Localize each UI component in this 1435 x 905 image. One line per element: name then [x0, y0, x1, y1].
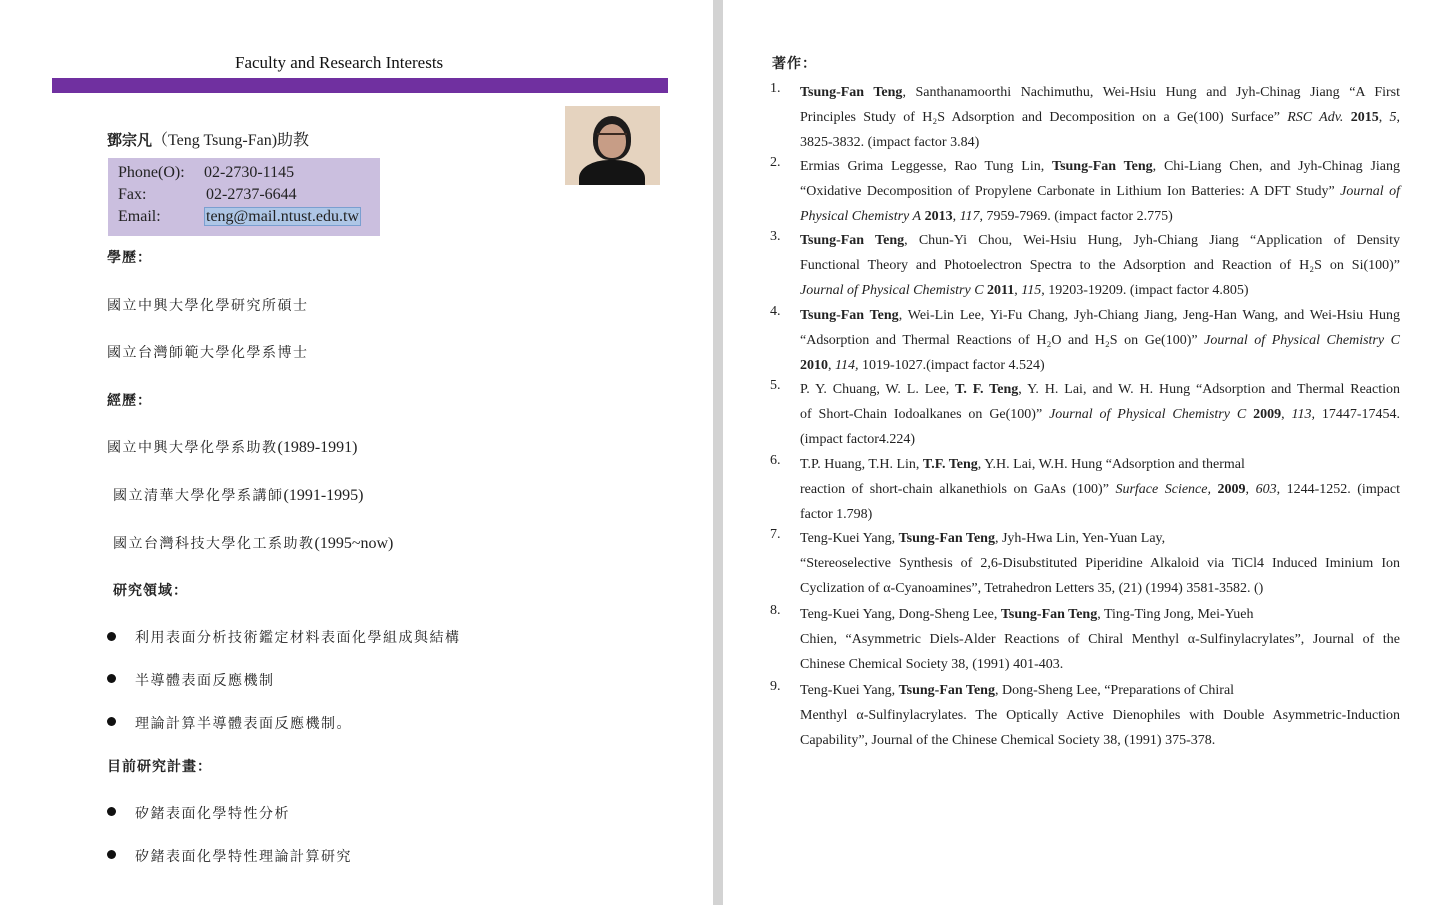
page-gutter [713, 0, 723, 905]
publication-number: 8. [770, 603, 781, 618]
citation-line: “Stereoselective Synthesis of 2,6-Disubstituted Piperidine Alkaloid via TiCl4 Induced Iminium Ion [800, 555, 1400, 571]
publication-citation [800, 378, 1400, 452]
name-latin: （Teng Tsung-Fan)助教 [152, 132, 310, 149]
publication-citation [800, 679, 1400, 753]
name-cjk: 鄧宗凡 [107, 131, 153, 149]
left-document-page [0, 0, 713, 905]
citation-line: Ermias Grima Leggesse, Rao Tung Lin, Tsung-Fan Teng, Chi-Liang Chen, and Jyh-Chinag Jiang [800, 159, 1400, 174]
citation-line: of Short-Chain Iodoalkanes on Ge(100)” Journal of Physical Chemistry C 2009, 113, 17447-17454. [800, 406, 1401, 422]
phone-label: Phone(O): [118, 164, 185, 181]
citation-line: “Oxidative Decomposition of Propylene Carbonate in Lithium Ion Batteries: A DFT Study” Journal of [800, 183, 1400, 199]
citation-line: Principles Study of H₂S Adsorption and Decomposition on a Ge(100) Surface” RSC Adv. 2015, 5, [800, 109, 1401, 125]
citation-line: Functional Theory and Photoelectron Spectra to the Adsorption and Reaction of H₂S on Si(100)” [800, 257, 1400, 273]
publication-number: 5. [770, 378, 781, 393]
publication-number: 3. [770, 229, 781, 244]
phone-value: 02-2730-1145 [204, 164, 295, 181]
citation-line: Teng-Kuei Yang, Tsung-Fan Teng, Jyh-Hwa Lin, Yen-Yuan Lay, [800, 531, 1166, 546]
publication-number: 4. [770, 304, 781, 319]
experience-org: 國立台灣科技大學化工系助教 [113, 536, 315, 552]
publication-number: 9. [770, 679, 781, 694]
research-item: 利用表面分析技術鑑定材料表面化學組成與結構 [135, 630, 461, 646]
publication-citation [800, 453, 1400, 527]
citation-line: Tsung-Fan Teng, Wei-Lin Lee, Yi-Fu Chang, Jyh-Chiang Jiang, Jeng-Han Wang, and Wei-Hsiu Hung [800, 308, 1400, 323]
bullet-icon [107, 674, 116, 683]
experience-org: 國立清華大學化學系講師 [113, 488, 284, 504]
right-document-page [723, 0, 1435, 905]
projects-heading: 目前研究計畫： [107, 759, 212, 775]
experience-years: (1991-1995) [283, 487, 364, 504]
citation-line: Cyclization of α-Cyanoamines”, Tetrahedron Letters 35, (21) (1994) 3581-3582. () [800, 580, 1264, 596]
fax-row [118, 186, 297, 204]
education-item: 國立台灣師範大學化學系博士 [107, 345, 309, 361]
research-item: 理論計算半導體表面反應機制。 [135, 716, 352, 732]
publication-citation [800, 304, 1400, 378]
citation-line: Tsung-Fan Teng, Chun-Yi Chou, Wei-Hsiu Hung, Jyh-Chiang Jiang “Application of Density [800, 233, 1401, 248]
citation-line: 3825-3832. (impact factor 3.84) [800, 134, 980, 150]
publication-number: 2. [770, 155, 781, 170]
citation-line: Teng-Kuei Yang, Tsung-Fan Teng, Dong-Sheng Lee, “Preparations of Chiral [800, 683, 1235, 698]
bullet-icon [107, 850, 116, 859]
publication-citation [800, 603, 1400, 677]
publication-citation [800, 81, 1400, 155]
fax-label: Fax: [118, 186, 147, 203]
experience-item [107, 437, 357, 457]
bullet-icon [107, 717, 116, 726]
citation-line: (impact factor4.224) [800, 431, 916, 447]
project-item: 矽鍺表面化學特性理論計算研究 [135, 849, 352, 865]
publications-heading: 著作： [772, 56, 817, 72]
email-label: Email: [118, 208, 161, 225]
citation-line: factor 1.798) [800, 506, 873, 522]
email-row [118, 208, 361, 226]
citation-line: Chinese Chemical Society 38, (1991) 401-403. [800, 656, 1064, 672]
project-item: 矽鍺表面化學特性分析 [135, 806, 290, 822]
experience-item [113, 533, 393, 553]
publication-citation [800, 527, 1400, 601]
citation-line: Menthyl α-Sulfinylacrylates. The Optically Active Dienophiles with Double Asymmetric-Induction [800, 707, 1400, 723]
bullet-icon [107, 807, 116, 816]
publication-citation [800, 229, 1400, 303]
profile-photo [565, 106, 660, 185]
faculty-name [107, 127, 309, 150]
citation-line: reaction of short-chain alkanethiols on GaAs (100)” Surface Science, 2009, 603, 1244-1252. (impact [800, 481, 1401, 497]
experience-heading: 經歷： [107, 393, 152, 409]
citation-line: T.P. Huang, T.H. Lin, T.F. Teng, Y.H. Lai, W.H. Hung “Adsorption and thermal [800, 457, 1245, 472]
contact-box [108, 158, 380, 236]
phone-row [118, 164, 294, 182]
publication-number: 6. [770, 453, 781, 468]
experience-years: (1995~now) [314, 535, 394, 552]
bullet-icon [107, 632, 116, 641]
research-heading: 研究領域： [113, 583, 188, 599]
header-accent-bar [52, 78, 668, 93]
experience-item [113, 485, 363, 505]
page-header-title: Faculty and Research Interests [235, 53, 444, 72]
citation-line: 2010, 114, 1019-1027.(impact factor 4.524) [800, 357, 1045, 373]
publication-citation [800, 155, 1400, 229]
citation-line: “Adsorption and Thermal Reactions of H₂O and H₂S on Ge(100)” Journal of Physical Chemistry C [800, 332, 1401, 348]
citation-line: Chien, “Asymmetric Diels-Alder Reactions of Chiral Menthyl α-Sulfinylacrylates”, Journal of the [800, 631, 1400, 647]
citation-line: P. Y. Chuang, W. L. Lee, T. F. Teng, Y. H. Lai, and W. H. Hung “Adsorption and Thermal Reaction [800, 382, 1400, 397]
research-item: 半導體表面反應機制 [135, 673, 275, 689]
citation-line: Capability”, Journal of the Chinese Chemical Society 38, (1991) 375-378. [800, 732, 1216, 748]
citation-line: Journal of Physical Chemistry C 2011, 115, 19203-19209. (impact factor 4.805) [800, 282, 1249, 298]
education-item: 國立中興大學化學研究所碩士 [107, 298, 309, 314]
email-link[interactable]: teng@mail.ntust.edu.tw [206, 208, 359, 225]
experience-org: 國立中興大學化學系助教 [107, 440, 278, 456]
citation-line: Physical Chemistry A 2013, 117, 7959-7969. (impact factor 2.775) [800, 208, 1173, 224]
publication-number: 1. [770, 81, 781, 96]
education-heading: 學歷： [107, 250, 152, 266]
experience-years: (1989-1991) [277, 439, 358, 456]
fax-value: 02-2737-6644 [206, 186, 297, 203]
publication-number: 7. [770, 527, 781, 542]
citation-line: Tsung-Fan Teng, Santhanamoorthi Nachimuthu, Wei-Hsiu Hung and Jyh-Chinag Jiang “A First [800, 85, 1400, 100]
citation-line: Teng-Kuei Yang, Dong-Sheng Lee, Tsung-Fan Teng, Ting-Ting Jong, Mei-Yueh [800, 607, 1254, 622]
